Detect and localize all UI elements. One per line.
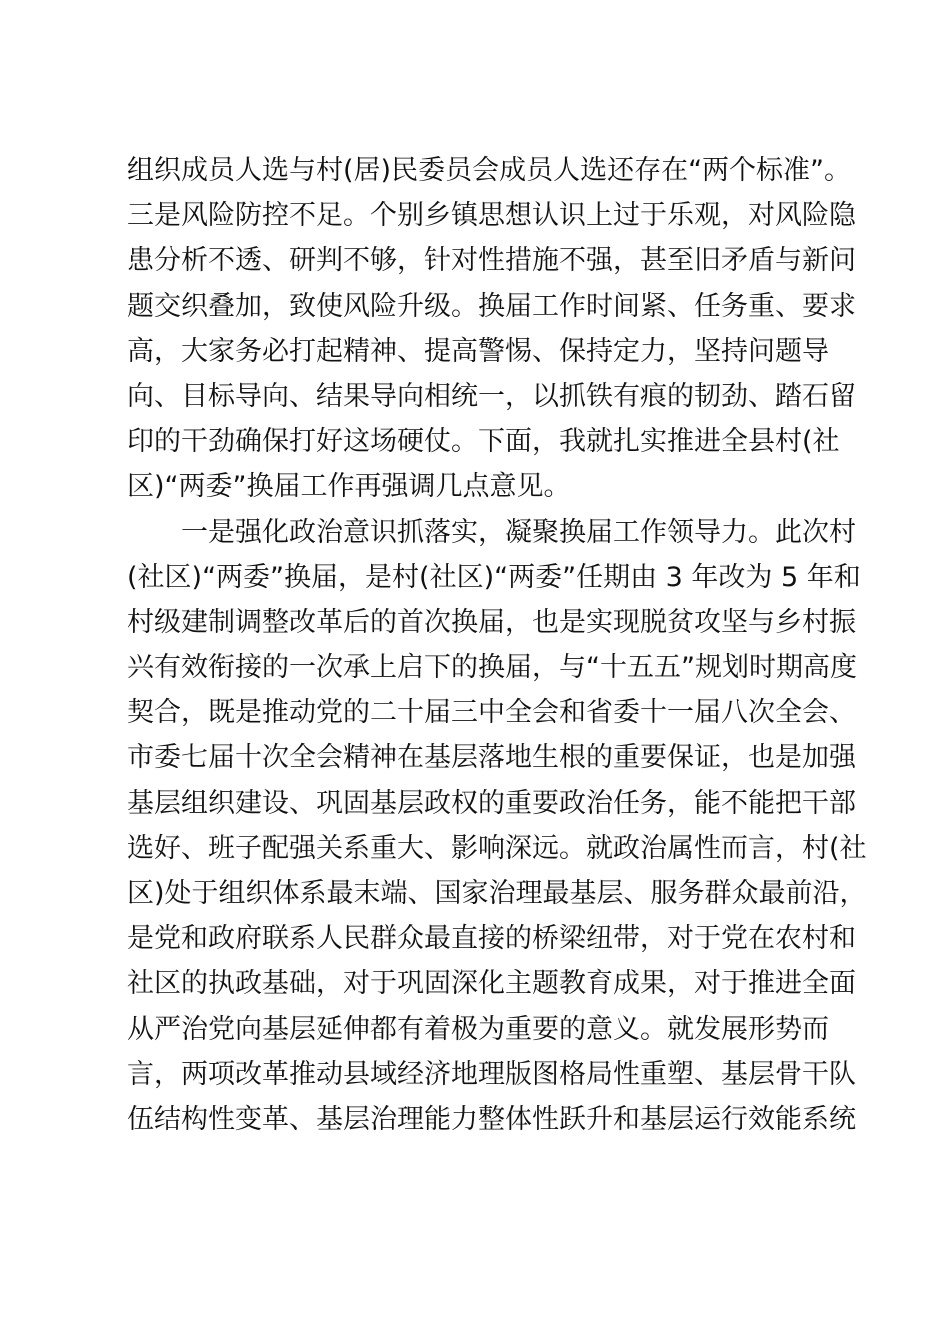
text-line: 基层组织建设、巩固基层政权的重要政治任务，能不能把干部 <box>127 787 856 819</box>
text-line: 市委七届十次全会精神在基层落地生根的重要保证，也是加强 <box>127 742 856 774</box>
text-line: 兴有效衔接的一次承上启下的换届，与“十五五”规划时期高度 <box>127 652 857 684</box>
text-line: (社区)“两委”换届，是村(社区)“两委”任期由 3 年改为 5 年和 <box>127 561 861 593</box>
text-line: 患分析不透、研判不够，针对性措施不强，甚至旧矛盾与新问 <box>127 245 856 277</box>
text-line: 选好、班子配强关系重大、影响深远。就政治属性而言，村(社 <box>127 832 867 864</box>
text-line: 高，大家务必打起精神、提高警惕、保持定力，坚持问题导 <box>127 335 829 367</box>
text-line: 伍结构性变革、基层治理能力整体性跃升和基层运行效能系统 <box>127 1103 856 1135</box>
paragraph-first-line: 一是强化政治意识抓落实，凝聚换届工作领导力。此次村 <box>181 516 856 548</box>
text-line: 社区的执政基础，对于巩固深化主题教育成果，对于推进全面 <box>127 968 856 1000</box>
text-line: 言，两项改革推动县域经济地理版图格局性重塑、基层骨干队 <box>127 1058 856 1090</box>
text-line: 组织成员人选与村(居)民委员会成员人选还存在“两个标准”。 <box>127 155 852 186</box>
text-line: 向、目标导向、结果导向相统一，以抓铁有痕的韧劲、踏石留 <box>127 380 856 412</box>
text-line: 从严治党向基层延伸都有着极为重要的意义。就发展形势而 <box>127 1013 829 1045</box>
text-line: 是党和政府联系人民群众最直接的桥梁纽带，对于党在农村和 <box>127 923 856 955</box>
text-line: 印的干劲确保打好这场硬仗。下面，我就扎实推进全县村(社 <box>127 426 840 458</box>
text-line: 契合，既是推动党的二十届三中全会和省委十一届八次全会、 <box>127 697 856 729</box>
text-line: 区)处于组织体系最末端、国家治理最基层、服务群众最前沿， <box>127 878 867 909</box>
text-line: 村级建制调整改革后的首次换届，也是实现脱贫攻坚与乡村振 <box>127 606 856 638</box>
body-text <box>127 148 867 1142</box>
text-line: 三是风险防控不足。个别乡镇思想认识上过于乐观，对风险隐 <box>127 200 856 232</box>
text-line: 区)“两委”换届工作再强调几点意见。 <box>127 471 571 503</box>
text-line: 题交织叠加，致使风险升级。换届工作时间紧、任务重、要求 <box>127 290 856 322</box>
